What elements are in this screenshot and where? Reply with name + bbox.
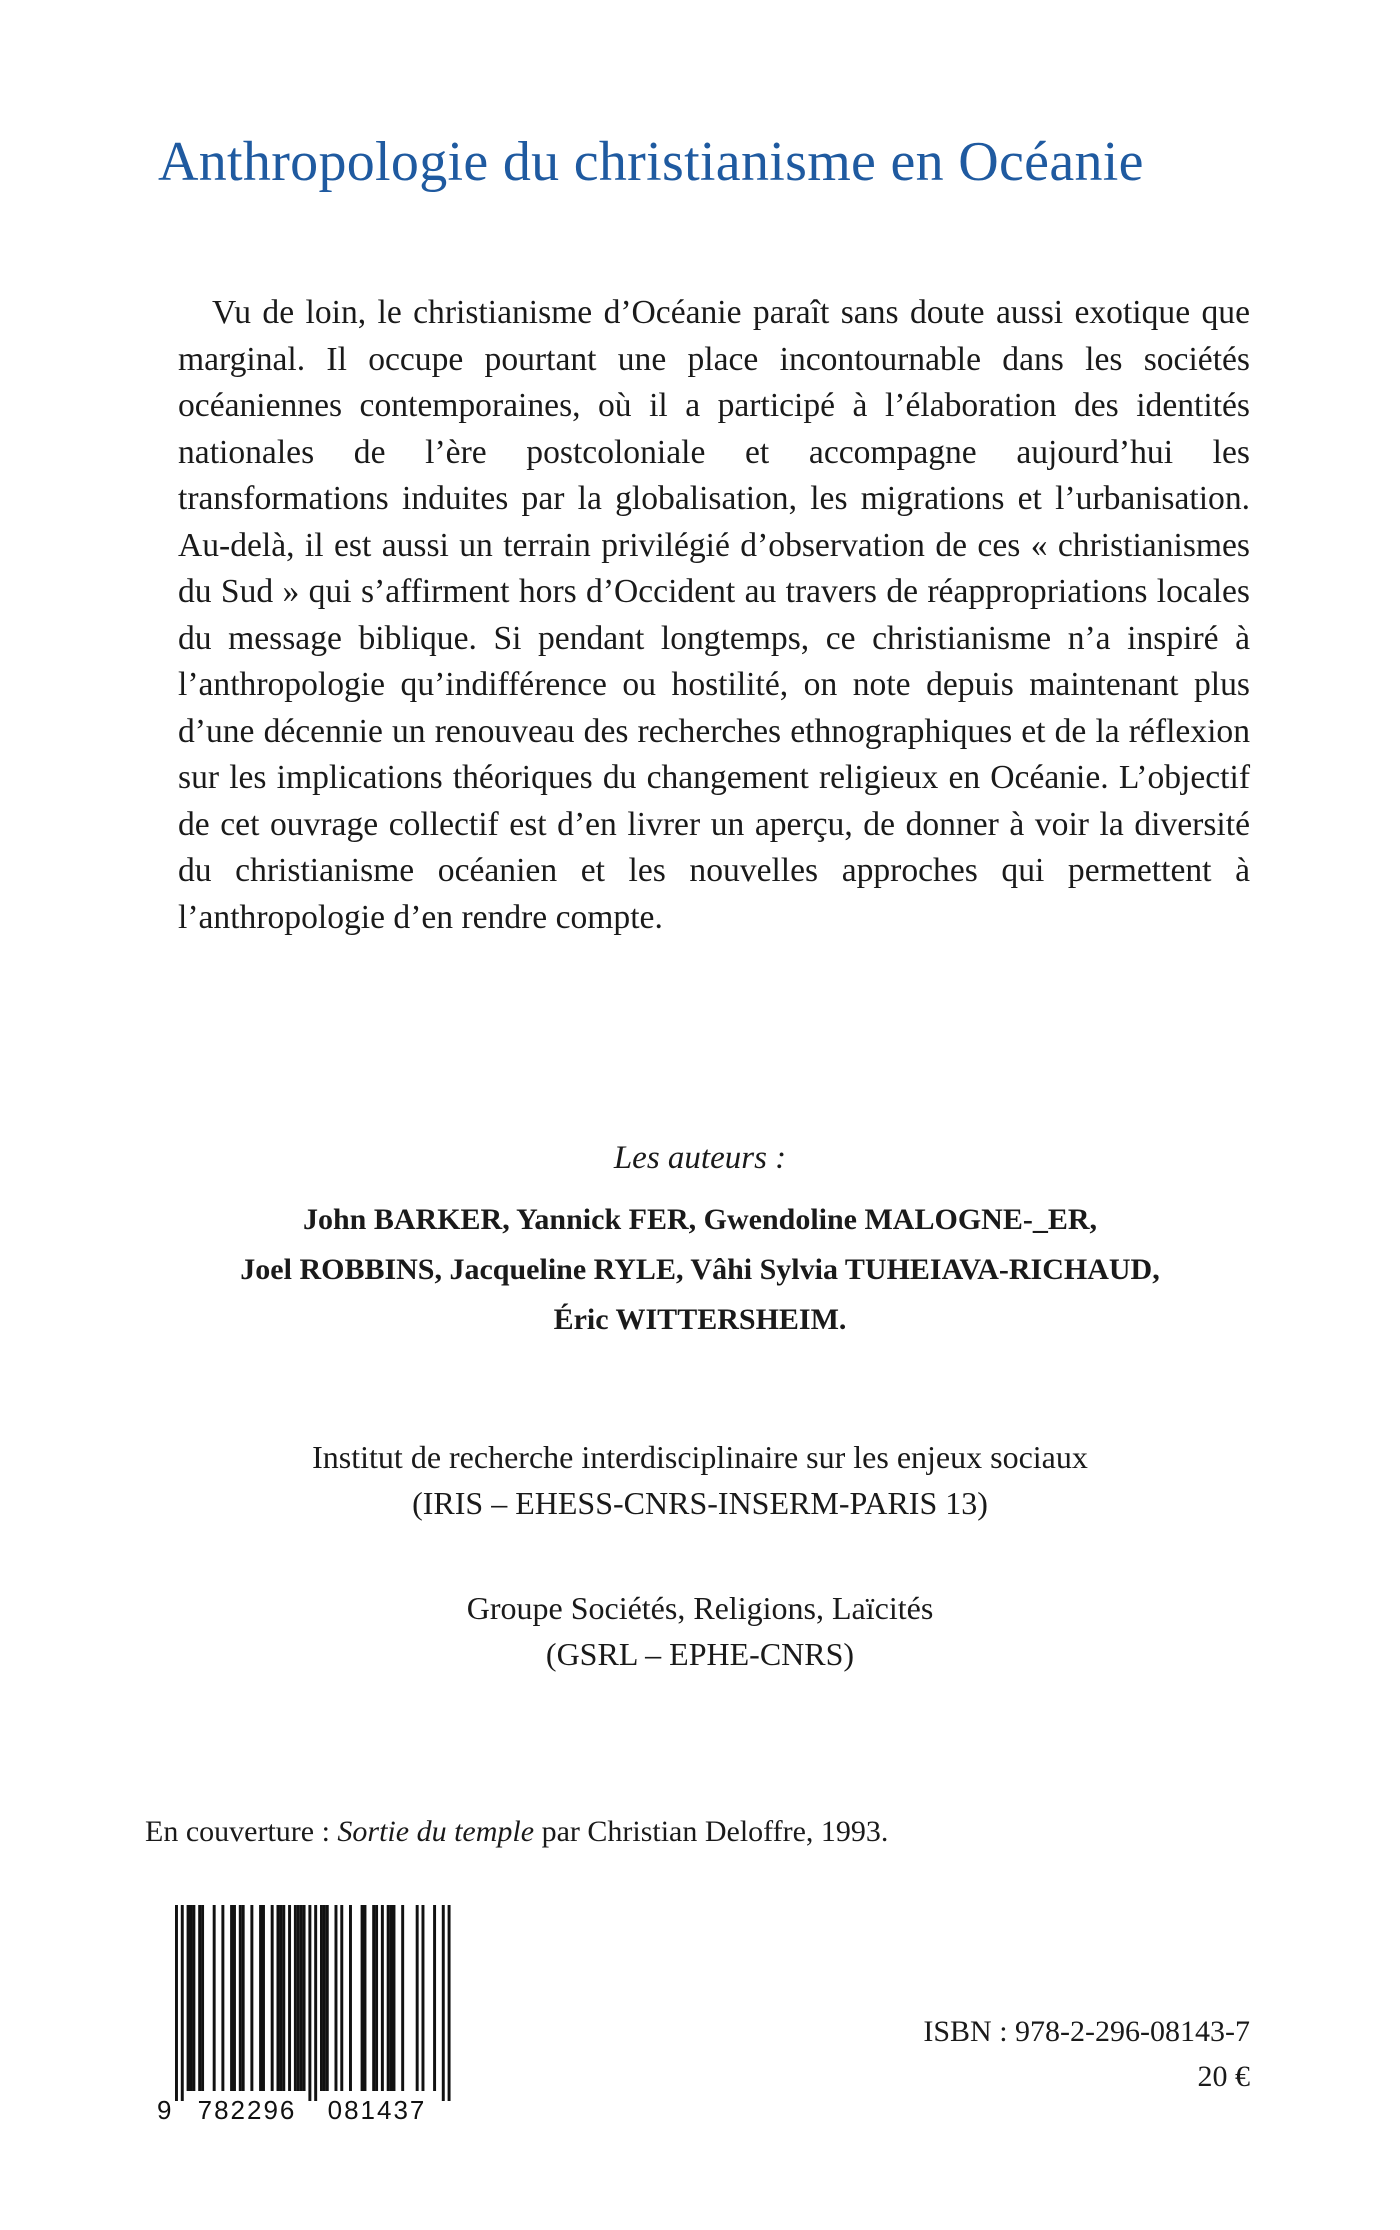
barcode-bar bbox=[221, 1905, 224, 2091]
barcode-bar bbox=[393, 1905, 396, 2091]
barcode-bar bbox=[294, 1905, 297, 2091]
institution-abbr: (GSRL – EPHE-CNRS) bbox=[545, 1636, 855, 1672]
barcode-bar bbox=[279, 1905, 282, 2091]
barcode-bar bbox=[282, 1905, 285, 2091]
barcode-bar bbox=[271, 1905, 274, 2091]
authors-line-3: Éric WITTERSHEIM. bbox=[553, 1303, 847, 1336]
barcode-graphic bbox=[155, 1905, 465, 2125]
price: 20 € bbox=[1197, 2060, 1250, 2093]
institution-gsrl bbox=[0, 1585, 1400, 1677]
barcode-bar bbox=[422, 1905, 425, 2091]
cover-credit-artist: par Christian Deloffre, 1993. bbox=[534, 1815, 889, 1848]
institution-name: Institut de recherche interdisciplinaire sur les enjeux sociaux bbox=[312, 1439, 1088, 1475]
barcode-bar bbox=[340, 1905, 343, 2091]
barcode-bar bbox=[335, 1905, 338, 2091]
barcode-bar bbox=[361, 1905, 364, 2091]
cover-credit bbox=[145, 1815, 888, 1849]
barcode-bar bbox=[297, 1905, 300, 2091]
barcode-bar bbox=[375, 1905, 378, 2091]
barcode-bar bbox=[198, 1905, 201, 2091]
barcode-guard-bar bbox=[442, 1905, 445, 2101]
authors-line-2: Joel ROBBINS, Jacqueline RYLE, Vâhi Sylvia TUHEIAVA-RICHAUD, bbox=[240, 1253, 1160, 1286]
barcode-bar bbox=[364, 1905, 367, 2091]
authors-list bbox=[160, 1195, 1240, 1345]
barcode-bar bbox=[277, 1905, 280, 2091]
back-cover-blurb: Vu de loin, le christianisme d’Océanie paraît sans doute aussi exotique que marginal. Il occupe pourtant une place incontournable dans les sociétés océaniennes contemporaines, où il a participé à l’élaboration des identités nationales de l’ère postcoloniale et accompagne aujourd’hui les transformations induites par la globalisation, les migrations et l’urbanisation. Au-delà, il est aussi un terrain privilégié d’observation de ces « christianismes du Sud » qui s’affirment hors d’Occident au travers de réappropriations locales du message biblique. Si pendant longtemps, ce christianisme n’a inspiré à l’anthropologie qu’indifférence ou hostilité, on note depuis maintenant plus d’une décennie un renouveau des recherches ethnographiques et de la réflexion sur les implications théoriques du changement religieux en Océanie. L’objectif de cet ouvrage collectif est d’en livrer un aperçu, de donner à voir la diversité du christianisme océanien et les nouvelles approches qui permettent à l’anthropologie d’en rendre compte. bbox=[178, 294, 1250, 936]
cover-artwork-title: Sortie du temple bbox=[337, 1815, 535, 1848]
authors-heading: Les auteurs : bbox=[613, 1140, 787, 1176]
barcode-bar bbox=[201, 1905, 204, 2091]
barcode-bar bbox=[233, 1905, 236, 2091]
barcode-bar bbox=[323, 1905, 326, 2091]
barcode-guard-bar bbox=[181, 1905, 184, 2101]
barcode-guard-bar bbox=[308, 1905, 311, 2101]
barcode-bar bbox=[372, 1905, 375, 2091]
institution-iris bbox=[0, 1434, 1400, 1526]
barcode-right-digits: 081437 bbox=[327, 2095, 427, 2125]
institution-name: Groupe Sociétés, Religions, Laïcités bbox=[466, 1590, 934, 1626]
barcode-guard-bar bbox=[314, 1905, 317, 2101]
barcode-bar bbox=[303, 1905, 306, 2091]
barcode-bar bbox=[230, 1905, 233, 2091]
barcode-bar bbox=[262, 1905, 265, 2091]
barcode-bar bbox=[242, 1905, 245, 2091]
barcode-bar bbox=[187, 1905, 190, 2091]
barcode-guard-bar bbox=[448, 1905, 451, 2101]
barcode-bar bbox=[320, 1905, 323, 2091]
barcode-bar bbox=[387, 1905, 390, 2091]
authors-line-1: John BARKER, Yannick FER, Gwendoline MALOGNE-_ER, bbox=[302, 1203, 1097, 1236]
barcode-bar bbox=[250, 1905, 253, 2091]
barcode-bars bbox=[175, 1905, 451, 2101]
barcode-bar bbox=[326, 1905, 329, 2091]
barcode-bar bbox=[259, 1905, 262, 2091]
barcode-bar bbox=[349, 1905, 352, 2091]
barcode-lead-digit: 9 bbox=[157, 2095, 172, 2125]
barcode-left-digits: 782296 bbox=[197, 2095, 297, 2125]
barcode-bar bbox=[190, 1905, 193, 2091]
barcode-bar bbox=[390, 1905, 393, 2091]
barcode-bar bbox=[213, 1905, 216, 2091]
barcode-bar bbox=[416, 1905, 419, 2091]
barcode-bar bbox=[300, 1905, 303, 2091]
book-title: Anthropologie du christianisme en Océanie bbox=[158, 131, 1144, 193]
barcode-bar bbox=[192, 1905, 195, 2091]
cover-credit-prefix: En couverture : bbox=[145, 1815, 338, 1848]
barcode-bar bbox=[401, 1905, 404, 2091]
barcode-bar bbox=[433, 1905, 436, 2091]
barcode-bar bbox=[239, 1905, 242, 2091]
barcode-guard-bar bbox=[175, 1905, 178, 2101]
institution-abbr: (IRIS – EHESS-CNRS-INSERM-PARIS 13) bbox=[412, 1485, 988, 1521]
barcode-bar bbox=[288, 1905, 291, 2091]
barcode bbox=[155, 1905, 465, 2125]
barcode-bar bbox=[381, 1905, 384, 2091]
isbn: ISBN : 978-2-296-08143-7 bbox=[923, 2015, 1250, 2048]
